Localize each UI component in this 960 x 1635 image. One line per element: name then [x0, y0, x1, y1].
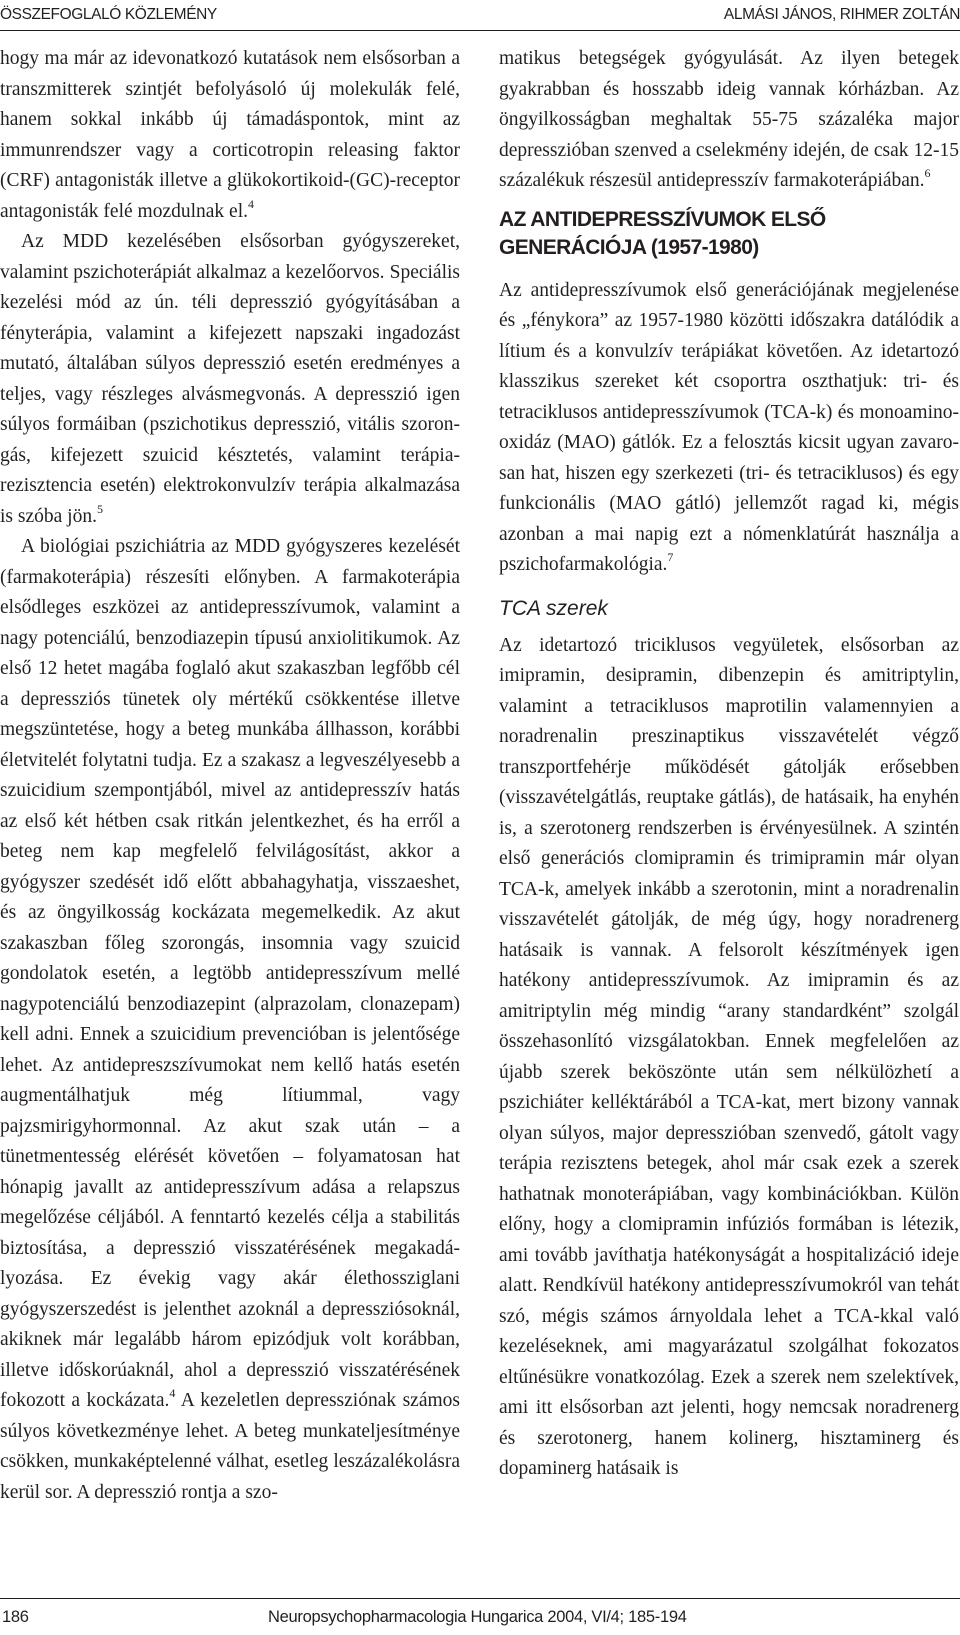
- paragraph-text: Az antidepresszívumok első generációjának megjelenése és „fénykora” az 1957-1980 közötti időszakra datálódik a lítium és a konvulzív terápiákat követően. Az idetartozó klasszikus szereket két csoportra oszthatjuk: tri- és tetraciklusos antidepresszívumok (TCA-k) és monoamino-oxidáz (MAO) gátlók. Ez a felosztás kicsit ugyan zavarosan hat, hiszen egy szerkezeti (tri- és tetraciklusos) és egy funkcionális (MAO gátló) jellemzőt ragad ki, mégis azonban a mai napig ezt a nómenklatúrát használja a pszichofarmakológia.: [499, 279, 959, 575]
- paragraph-text: A biológiai pszichiátria az MDD gyógyszeres kezelését (farmakoterápia) részesíti előnyben. A farmakoterápia elsődleges eszközei az antidepresszívumok, valamint a nagy potenciálú, benzodiazepin típusú anxiolitikumok. Az első 12 hetet magába foglaló akut szakaszban legfőbb cél a depressziós tünetek oly mértékű csökkentése illetve megszüntetése, hogy a beteg munkába állhasson, korábbi életvitelét folytatni tudja. Ez a szakasz a legveszélyesebb a szuicidium szempontjából, mivel az antidepresszív hatás az első két hétben csak ritkán jelentkezhet, és ha erről a beteg nem kap megfelelő felvilágosítást, akkor a gyógyszer szedését idő előtt abbahagyhatja, visszaeshet, és az öngyilkosság kockázata megemelkedik. Az akut szakaszban főleg szorongás, insomnia vagy szuicid gondolatok esetén, a legtöbb antidepresszívum mellé nagypotenciálú benzodiazepint (alprazolam, clonazepam) kell adni. Ennek a szuicidium prevencióban is jelentősége lehet. Az antidepreszszívumokat nem kellő hatás esetén augmentálhatjuk még lítiummal, vagy pajzsmirigyhormonnal. Az akut szak után – a tünetmentesség elérését követően – folyamatosan hat hónapig javallt az antidepresszívum adása a relapszus megelőzése céljából. A fenntartó kezelés célja a stabilitás biztosítása, a depresszió visszatérésének megakadályozása. Ez évekig vagy akár élethossziglani gyógyszerszedést is jelenthet azoknál a depressziósoknál, akiknek már legalább három epizódjuk volt korábban, illetve időskorúaknál, ahol a depresszió visszatérésének fokozott a kockázata.: [0, 536, 460, 1411]
- right-column: [499, 44, 959, 1559]
- reference-marker: 6: [924, 166, 931, 180]
- paragraph: [0, 44, 460, 227]
- paragraph-text: hogy ma már az idevonatkozó kutatások nem elsősorban a transzmitterek szintjét befolyásoló új molekulák felé, hanem sokkal inkább új támadáspontok, mint az immunrendszer vagy a corticotropin releasing faktor (CRF) antagonisták illetve a glükokortikoid-(GC)-receptor antagonisták felé mozdulnak el.: [0, 48, 460, 222]
- paragraph-text: Az MDD kezelésében elsősorban gyógyszereket, valamint pszichoterápiát alkalmaz a kezelőorvos. Speciális kezelési mód az ún. téli depresszió gyógyításában a fényterápia, valamint a kifejezett napszaki ingadozást mutató, általában súlyos depresszió esetén eredményes a teljes, vagy részleges alvásmegvonás. A depresszió igen súlyos formáiban (pszichotikus depresszió, vitális szorongás, kifejezett szuicid késztetés, valamint terápiarezisztencia esetén) elektrokonvulzív terápia alkalmazása is szóba jön.: [0, 231, 460, 527]
- reference-marker: 4: [169, 1386, 176, 1400]
- section-heading: AZ ANTIDEPRESSZÍVUMOK ELSŐ GENERÁCIÓJA (1957-1980): [499, 207, 826, 259]
- reference-marker: 5: [96, 501, 103, 516]
- section-label: ÖSSZEFOGLALÓ KÖZLEMÉNY: [0, 6, 217, 23]
- author-names: ALMÁSI JÁNOS, RIHMER ZOLTÁN: [723, 6, 960, 23]
- paragraph-text: A kezeletlen depressziónak számos súlyos következménye lehet. A beteg munkateljesítménye csökken, munkaképtelenné válhat, esetleg leszázalékolásra kerül sor. A depresszió rontja a szo-: [0, 1390, 460, 1503]
- page-number: 186: [2, 1608, 29, 1626]
- reference-marker: 7: [667, 550, 674, 564]
- paragraph: [0, 532, 460, 1508]
- paragraph: [499, 44, 959, 197]
- paragraph: [499, 631, 959, 1485]
- header-divider: [0, 30, 960, 31]
- left-column: [0, 44, 460, 1559]
- paragraph: [499, 276, 959, 581]
- paragraph-text: Az idetartozó triciklusos vegyületek, elsősorban az imipramin, desipramin, dibenzepin és amitriptylin, valamint a tetraciklusos maprotilin valamennyien a noradrenalin preszinaptikus visszavételét végző transzportfehérje működését gátolják erősebben (visszavételgátlás, reuptake gátlás), de hatásaik, ha enyhén is, a szerotonerg rendszerben is érvényesülnek. A szintén első generációs clomipramin és trimipramin már olyan TCA-k, amelyek inkább a szerotonin, mint a noradrenalin visszavételét gátolják, de még úgy, hogy noradrenerg hatásaik is vannak. A felsorolt készítmények igen hatékony antidepresszívumok. Az imipramin és az amitriptylin még mindig “arany standardként” szolgál összehasonlító vizsgálatokban. Ennek megfelelően az újabb szerek beköszönte után sem nélkülözhetí a pszichiáter kelléktárából a TCA-kat, mert bizony vannak olyan súlyos, major depresszióban szenvedő, gátolt vagy terápia rezisztens betegek, ahol már csak ezek a szerek hathatnak monoterápiában, vagy kombinációkban. Külön előny, hogy a clomipramin infúziós formában is létezik, ami tovább javíthatja hatékonyságát a hospitalizáció ideje alatt. Rendkívül hatékony antidepresszívumokról van tehát szó, mégis számos árnyoldala lehet a TCA-kkal való kezeléseknek, ami magyarázatul szolgálhat fokozatos eltűnésükre vonatkozólag. Ezek a szerek nem szelektívek, ami itt elsősorban azt jelenti, hogy nemcsak noradrenerg és szerotonerg, hanem kolinerg, hisztaminerg és dopaminerg hatásaik is: [499, 634, 959, 1479]
- page-header: [0, 0, 960, 34]
- page-footer: [0, 1598, 960, 1635]
- journal-citation: Neuropsychopharmacologia Hungarica 2004, VI/4; 185-194: [268, 1608, 687, 1626]
- footer-divider: [0, 1598, 960, 1599]
- paragraph-text: matikus betegségek gyógyulását. Az ilyen betegek gyakrabban és hosszabb ideig vannak kórházban. Az öngyilkosságban meghaltak 55-75 százaléka major depresszióban szenved a cselekmény idején, de csak 12-15 százalékuk részesül antidepresszív farmakoterápiában.: [499, 48, 959, 191]
- paragraph: [0, 227, 460, 532]
- subsection-heading: TCA szerek: [499, 596, 608, 620]
- reference-marker: 4: [248, 196, 254, 211]
